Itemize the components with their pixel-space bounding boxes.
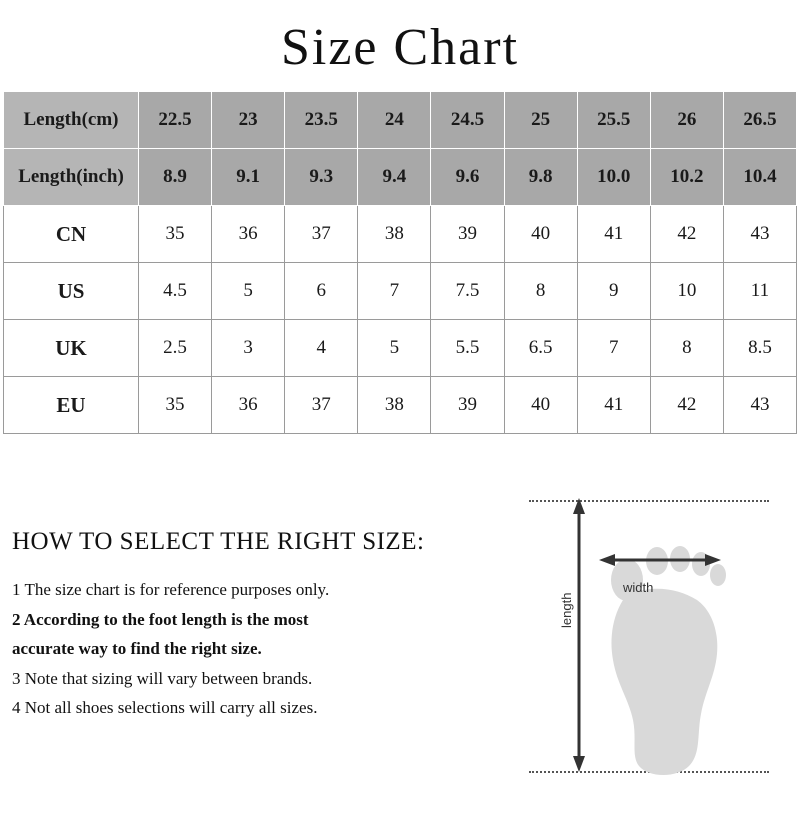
table-cell: 39 (431, 206, 504, 263)
size-chart-page (0, 18, 800, 818)
table-cell: 36 (212, 377, 285, 434)
table-cell: 8 (650, 320, 723, 377)
list-item: 1 The size chart is for reference purposes only. (12, 580, 330, 599)
table-cell: 40 (504, 206, 577, 263)
length-label: length (559, 592, 574, 628)
table-row (4, 149, 797, 206)
table-cell: 7 (577, 320, 650, 377)
table-cell: 22.5 (139, 92, 212, 149)
lower-section (0, 488, 800, 818)
table-cell: 25.5 (577, 92, 650, 149)
list-item: accurate way to find the right size. (12, 639, 262, 659)
table-cell: 9 (577, 263, 650, 320)
row-header-us: US (4, 263, 139, 320)
table-cell: 11 (723, 263, 796, 320)
table-cell: 24 (358, 92, 431, 149)
how-to-select-block (12, 528, 492, 724)
table-cell: 9.3 (285, 149, 358, 206)
table-cell: 43 (723, 377, 796, 434)
table-cell: 25 (504, 92, 577, 149)
table-cell: 23 (212, 92, 285, 149)
table-cell: 26.5 (723, 92, 796, 149)
row-header-length-inch: Length(inch) (4, 149, 139, 206)
table-cell: 5 (358, 320, 431, 377)
table-cell: 4.5 (139, 263, 212, 320)
table-cell: 10.0 (577, 149, 650, 206)
table-cell: 42 (650, 206, 723, 263)
table-cell: 9.8 (504, 149, 577, 206)
row-header-length-cm: Length(cm) (4, 92, 139, 149)
table-cell: 35 (139, 206, 212, 263)
table-cell: 35 (139, 377, 212, 434)
table-cell: 39 (431, 377, 504, 434)
table-cell: 40 (504, 377, 577, 434)
table-cell: 37 (285, 377, 358, 434)
page-title: Size Chart (280, 19, 520, 76)
table-cell: 26 (650, 92, 723, 149)
table-cell: 36 (212, 206, 285, 263)
table-row (4, 320, 797, 377)
list-item: 2 According to the foot length is the most (12, 609, 309, 629)
row-header-eu: EU (4, 377, 139, 434)
how-to-select-list (12, 576, 492, 722)
table-cell: 10 (650, 263, 723, 320)
table-cell: 38 (358, 206, 431, 263)
table-cell: 7.5 (431, 263, 504, 320)
table-cell: 3 (212, 320, 285, 377)
table-cell: 9.6 (431, 149, 504, 206)
table-cell: 41 (577, 377, 650, 434)
table-cell: 41 (577, 206, 650, 263)
table-cell: 37 (285, 206, 358, 263)
table-cell: 2.5 (139, 320, 212, 377)
size-chart-table (3, 91, 797, 434)
table-cell: 5.5 (431, 320, 504, 377)
table-cell: 9.4 (358, 149, 431, 206)
table-cell: 5 (212, 263, 285, 320)
row-header-uk: UK (4, 320, 139, 377)
table-cell: 9.1 (212, 149, 285, 206)
table-cell: 7 (358, 263, 431, 320)
table-cell: 6 (285, 263, 358, 320)
list-item: 4 Not all shoes selections will carry all sizes. (12, 698, 318, 718)
table-cell: 24.5 (431, 92, 504, 149)
table-cell: 4 (285, 320, 358, 377)
table-cell: 8.9 (139, 149, 212, 206)
width-label: width (623, 580, 654, 595)
row-header-cn: CN (4, 206, 139, 263)
table-row (4, 263, 797, 320)
table-cell: 10.4 (723, 149, 796, 206)
table-cell: 23.5 (285, 92, 358, 149)
table-cell: 10.2 (650, 149, 723, 206)
table-cell: 42 (650, 377, 723, 434)
table-cell: 43 (723, 206, 796, 263)
table-cell: 6.5 (504, 320, 577, 377)
list-item: 3 Note that sizing will vary between brands. (12, 668, 313, 688)
table-row (4, 377, 797, 434)
size-chart-table-body (4, 92, 797, 434)
foot-icon (505, 488, 795, 808)
table-row (4, 92, 797, 149)
table-cell: 38 (358, 377, 431, 434)
table-cell: 8.5 (723, 320, 796, 377)
foot-measurement-diagram (505, 488, 795, 808)
table-cell: 8 (504, 263, 577, 320)
table-row (4, 206, 797, 263)
how-to-select-heading: HOW TO SELECT THE RIGHT SIZE: (12, 528, 425, 555)
